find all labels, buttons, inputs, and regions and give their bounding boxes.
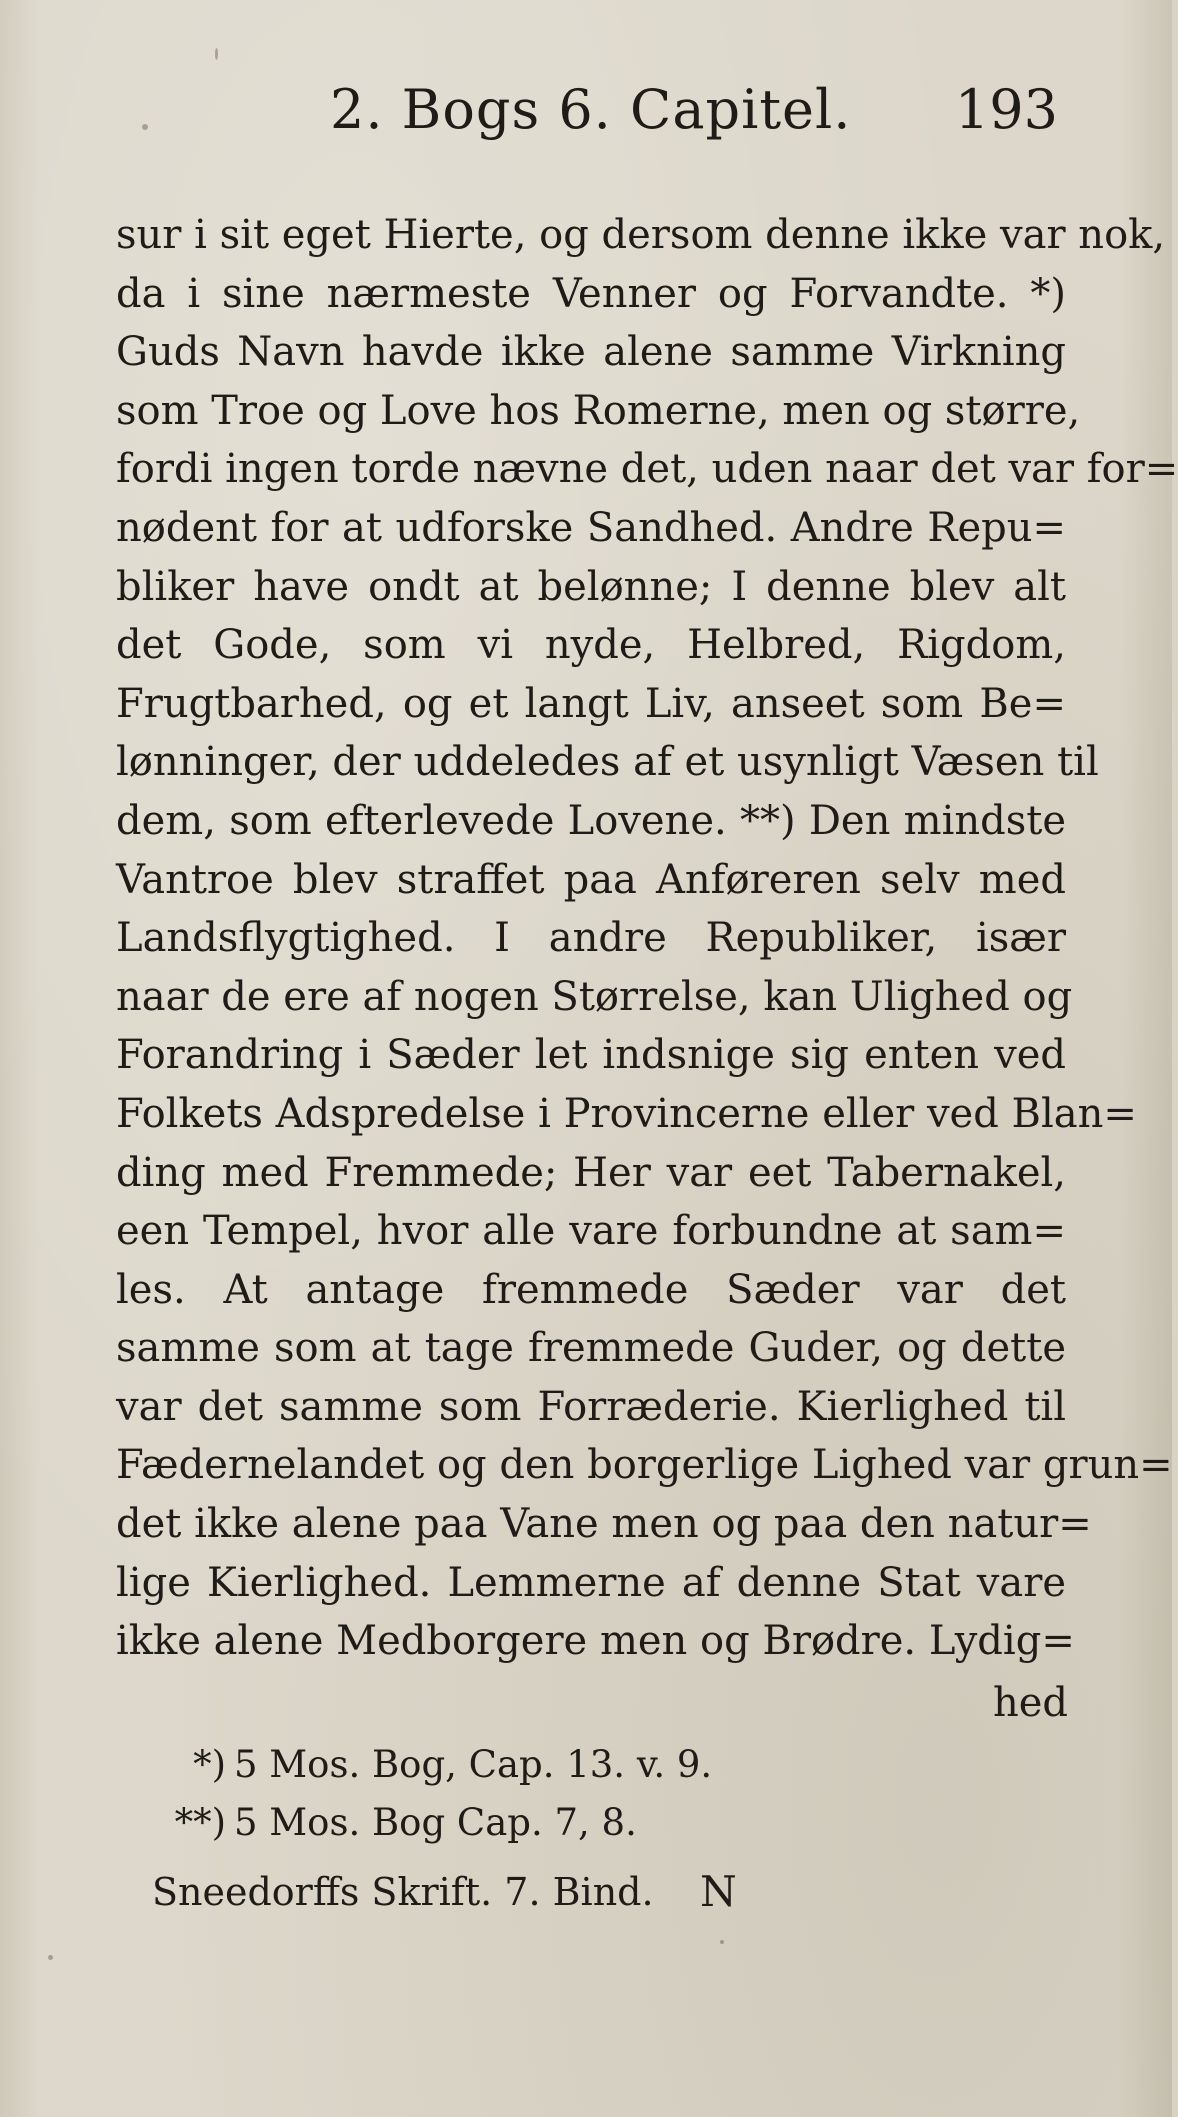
footnote <box>172 1736 872 1794</box>
text-line: Landsflygtighed. I andre Republiker, især <box>116 915 1066 962</box>
paper-speck <box>215 48 218 60</box>
text-line: Folkets Adspredelse i Provincerne eller ved Blan= <box>116 1090 1137 1137</box>
paper-speck <box>720 1940 724 1944</box>
text-line: sur i sit eget Hierte, og dersom denne ikke var nok, <box>116 212 1166 258</box>
paper-speck <box>142 124 148 130</box>
footnote-mark: *) <box>193 1743 226 1786</box>
text-line: een Tempel, hvor alle vare forbundne at sam= <box>116 1208 1066 1255</box>
text-line: bliker have ondt at belønne; I denne blev alt <box>116 563 1066 610</box>
catchword: hed <box>992 1680 1068 1726</box>
footnotes <box>172 1736 872 1852</box>
signature-mark: N <box>700 1867 737 1916</box>
running-head: 2. Bogs 6. Capitel. <box>330 78 852 141</box>
text-line: som Troe og Love hos Romerne, men og større, <box>116 387 1081 434</box>
signature-title: Sneedorffs Skrift. 7. Bind. <box>152 1870 654 1914</box>
text-line: Fædernelandet og den borgerlige Lighed var grun= <box>116 1442 1173 1489</box>
page-header <box>330 78 1070 158</box>
text-line: samme som at tage fremmede Guder, og dette <box>116 1325 1066 1372</box>
text-line: Frugtbarhed, og et langt Liv, anseet som Be= <box>116 680 1066 727</box>
text-line: Vantroe blev straffet paa Anføreren selv med <box>116 856 1066 903</box>
text-line: fordi ingen torde nævne det, uden naar det var for= <box>116 446 1178 493</box>
signature-line <box>152 1860 952 1924</box>
text-line: Forandring i Sæder let indsnige sig enten ved <box>116 1032 1066 1079</box>
text-line: var det samme som Forræderie. Kierlighed til <box>116 1383 1066 1430</box>
text-line: ding med Fremmede; Her var eet Tabernakel, <box>116 1149 1066 1196</box>
text-line: les. At antage fremmede Sæder var det <box>116 1266 1066 1313</box>
text-line: lønninger, der uddeledes af et usynligt Væsen til <box>116 739 1099 786</box>
text-line: det ikke alene paa Vane men og paa den natur= <box>116 1501 1092 1548</box>
text-line: Guds Navn havde ikke alene samme Virkning <box>116 329 1066 376</box>
text-line: dem, som efterlevede Lovene. **) Den mindste <box>116 797 1066 844</box>
text-line: lige Kierlighed. Lemmerne af denne Stat vare <box>116 1559 1066 1606</box>
footnote <box>172 1794 872 1852</box>
body-text <box>116 206 1178 1671</box>
footnote-text: 5 Mos. Bog Cap. 7, 8. <box>234 1801 637 1844</box>
page-number: 193 <box>954 78 1058 141</box>
text-line: naar de ere af nogen Størrelse, kan Ulighed og <box>116 973 1073 1020</box>
paper-speck <box>48 1955 53 1960</box>
footnote-mark: **) <box>174 1801 226 1844</box>
text-line: nødent for at udforske Sandhed. Andre Repu= <box>116 504 1066 551</box>
text-line: det Gode, som vi nyde, Helbred, Rigdom, <box>116 622 1066 669</box>
text-line: da i sine nærmeste Venner og Forvandte. *) <box>116 270 1066 317</box>
footnote-text: 5 Mos. Bog, Cap. 13. v. 9. <box>234 1743 713 1786</box>
text-line: ikke alene Medborgere men og Brødre. Lydig= <box>116 1618 1075 1665</box>
